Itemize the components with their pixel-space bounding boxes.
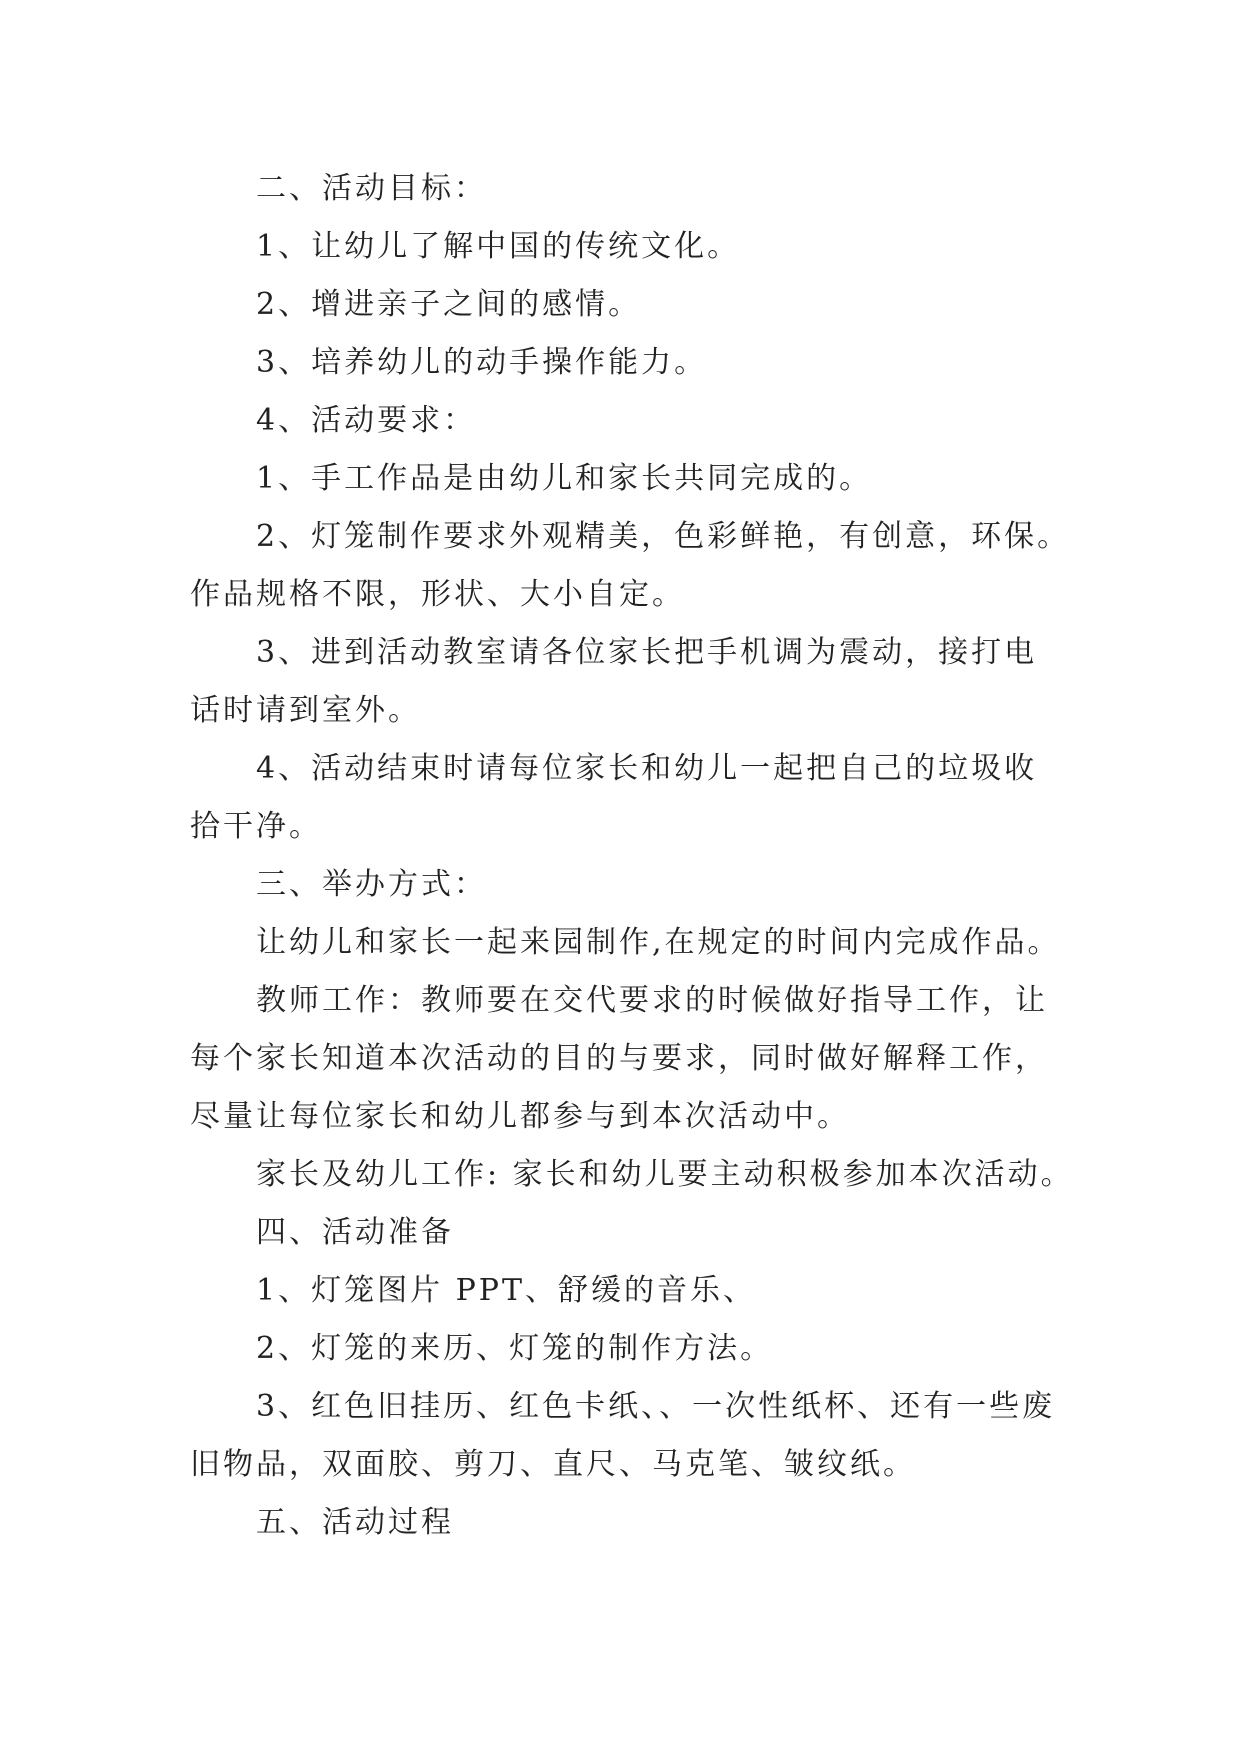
text-line: 1、让幼儿了解中国的传统文化。: [256, 229, 741, 264]
text-line: 教师工作：教师要在交代要求的时候做好指导工作，让: [256, 983, 1048, 1018]
text-line: 1、灯笼图片 PPT、舒缓的音乐、: [256, 1273, 757, 1308]
text-line: 作品规格不限，形状、大小自定。: [190, 577, 685, 612]
text-line: 拾干净。: [190, 809, 322, 844]
text-line: 五、活动过程: [256, 1505, 454, 1540]
text-line: 2、灯笼制作要求外观精美，色彩鲜艳，有创意，环保。: [256, 519, 1071, 554]
text-line: 1、手工作品是由幼儿和家长共同完成的。: [256, 461, 873, 496]
text-line: 3、进到活动教室请各位家长把手机调为震动，接打电: [256, 635, 1038, 670]
text-line: 3、红色旧挂历、红色卡纸、、一次性纸杯、还有一些废: [256, 1389, 1056, 1424]
text-line: 话时请到室外。: [190, 693, 421, 728]
text-line: 四、活动准备: [256, 1215, 454, 1250]
text-line: 每个家长知道本次活动的目的与要求，同时做好解释工作，: [190, 1041, 1048, 1076]
text-line: 让幼儿和家长一起来园制作,在规定的时间内完成作品。: [256, 925, 1061, 960]
text-line: 4、活动结束时请每位家长和幼儿一起把自己的垃圾收: [256, 751, 1038, 786]
text-line: 2、增进亲子之间的感情。: [256, 287, 642, 322]
text-line: 2、灯笼的来历、灯笼的制作方法。: [256, 1331, 774, 1366]
text-line: 旧物品，双面胶、剪刀、直尺、马克笔、皱纹纸。: [190, 1447, 916, 1482]
text-line: 尽量让每位家长和幼儿都参与到本次活动中。: [190, 1099, 850, 1134]
text-line: 4、活动要求：: [256, 403, 477, 438]
text-line: 3、培养幼儿的动手操作能力。: [256, 345, 708, 380]
text-line: 三、举办方式：: [256, 867, 487, 902]
text-line: 二、活动目标：: [256, 171, 487, 206]
text-line: 家长及幼儿工作: 家长和幼儿要主动积极参加本次活动。: [256, 1157, 1074, 1192]
document-body: [190, 160, 1074, 1552]
